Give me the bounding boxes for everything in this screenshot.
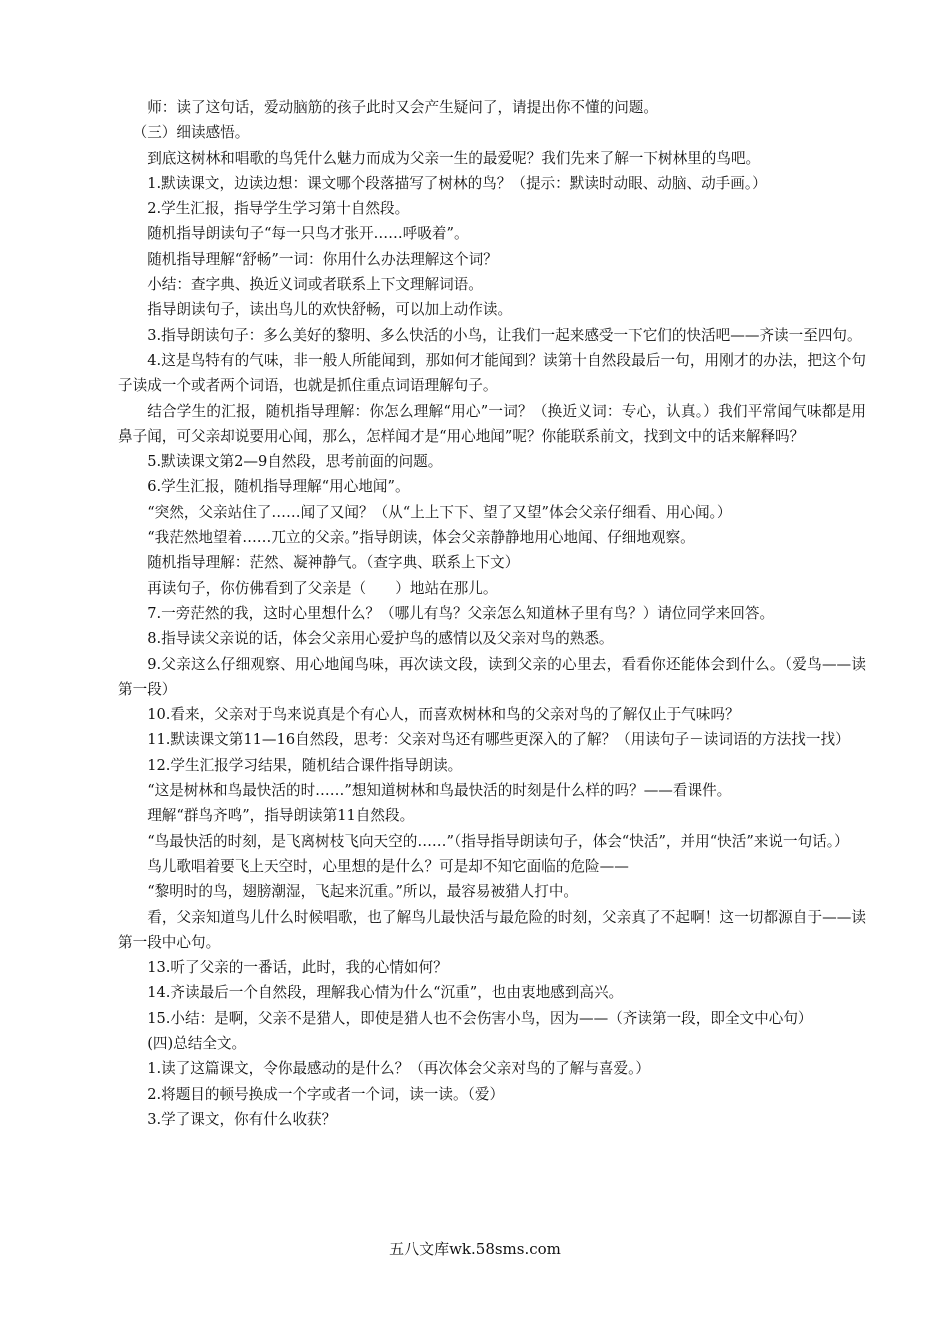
paragraph: 10.看来，父亲对于鸟来说真是个有心人，而喜欢树林和鸟的父亲对鸟的了解仅止于气味吗？ [147,706,740,724]
paragraph: 7.一旁茫然的我，这时心里想什么？（哪儿有鸟？父亲怎么知道林子里有鸟？）请位同学来回答。 [147,604,775,622]
paragraph: “黎明时的鸟，翅膀潮湿，飞起来沉重。”所以，最容易被猎人打中。 [147,883,579,901]
paragraph: 随机指导理解：茫然、凝神静气。（查字典、联系上下文） [147,554,520,572]
paragraph: 11.默读课文第11—16自然段，思考：父亲对鸟还有哪些更深入的了解？（用读句子－读词语的方法找一找） [147,731,850,749]
paragraph: 结合学生的汇报，随机指导理解：你怎么理解“用心”一词？（换近义词：专心，认真。）我们平常闻气味都是用鼻子闻，可父亲却说要用心闻，那么，怎样闻才是“用心地闻”呢？你能联系前文，找到文中的话来解释吗？ [118,402,866,445]
paragraph: 小结：查字典、换近义词或者联系上下文理解词语。 [147,276,483,294]
paragraph: 4.这是鸟特有的气味，非一般人所能闻到，那如何才能闻到？读第十自然段最后一句，用刚才的办法，把这个句子读成一个或者两个词语，也就是抓住重点词语理解句子。 [118,351,866,395]
paragraph: 3.指导朗读句子：多么美好的黎明、多么快活的小鸟，让我们一起来感受一下它们的快活吧——齐读一至四句。 [147,326,862,344]
paragraph: 随机指导朗读句子“每一只鸟才张开……呼吸着”。 [147,225,469,243]
paragraph: 1.默读课文，边读边想：课文哪个段落描写了树林的鸟？（提示：默读时动眼、动脑、动手画。） [147,174,767,192]
paragraph: “这是树林和鸟最快活的时……”想知道树林和鸟最快活的时刻是什么样的吗？——看课件。 [147,782,732,800]
paragraph: 指导朗读句子，读出鸟儿的欢快舒畅，可以加上动作读。 [147,301,513,319]
section-heading-summary: (四)总结全文。 [147,1034,247,1052]
paragraph: 鸟儿歌唱着要飞上天空时，心里想的是什么？可是却不知它面临的危险—— [147,857,629,875]
paragraph: 12.学生汇报学习结果，随机结合课件指导朗读。 [147,756,463,774]
paragraph: 看，父亲知道鸟儿什么时候唱歌，也了解鸟儿最快活与最危险的时刻，父亲真了不起啊！这一切都源自于——读第一段中心句。 [118,908,866,951]
paragraph: 8.指导读父亲说的话，体会父亲用心爱护鸟的感情以及父亲对鸟的熟悉。 [147,630,614,648]
paragraph: 2.将题目的顿号换成一个字或者一个词，读一读。（爱） [147,1085,505,1103]
paragraph: 5.默读课文第2—9自然段，思考前面的问题。 [147,453,443,471]
paragraph: 13.听了父亲的一番话，此时，我的心情如何？ [147,959,448,977]
paragraph: 理解“群鸟齐鸣”，指导朗读第11自然段。 [147,807,415,825]
paragraph: 师：读了这句话，爱动脑筋的孩子此时又会产生疑问了，请提出你不懂的问题。 [147,99,658,116]
paragraph: 1.读了这篇课文，令你最感动的是什么？（再次体会父亲对鸟的了解与喜爱。） [147,1060,651,1078]
paragraph: 随机指导理解“舒畅”一词：你用什么办法理解这个词？ [147,250,498,268]
paragraph: 再读句子，你仿佛看到了父亲是（ ）地站在那儿。 [147,579,498,597]
paragraph: 9.父亲这么仔细观察、用心地闻鸟味，再次读文段，读到父亲的心里去，看看你还能体会到什么。（爱鸟——读第一段） [118,655,866,698]
paragraph: “突然，父亲站住了……闻了又闻？（从“上上下下、望了又望”体会父亲仔细看、用心闻。） [147,503,732,521]
paragraph: 3.学了课文，你有什么收获？ [147,1110,337,1128]
paragraph: 2.学生汇报，指导学生学习第十自然段。 [147,200,410,218]
paragraph: “我茫然地望着……兀立的父亲。”指导朗读，体会父亲静静地用心地闻、仔细地观察。 [147,529,695,547]
lesson-plan-text [118,95,866,1132]
paragraph: 14.齐读最后一个自然段，理解我心情为什么“沉重”，也由衷地感到高兴。 [147,984,624,1002]
paragraph: 到底这树林和唱歌的鸟凭什么魅力而成为父亲一生的最爱呢？我们先来了解一下树林里的鸟吧。 [147,149,761,167]
paragraph: 6.学生汇报，随机指导理解“用心地闻”。 [147,478,410,496]
paragraph: 15.小结：是啊，父亲不是猎人，即使是猎人也不会伤害小鸟，因为——（齐读第一段，即全文中心句） [147,1009,813,1027]
footer-watermark: 五八文库wk.58sms.com [389,1240,561,1258]
section-heading-close-reading: （三）细读感悟。 [132,124,250,142]
paragraph: “鸟最快活的时刻，是飞离树枝飞向天空的……”（指导指导朗读句子，体会“快活”，并用“快活”来说一句话。） [147,832,849,850]
